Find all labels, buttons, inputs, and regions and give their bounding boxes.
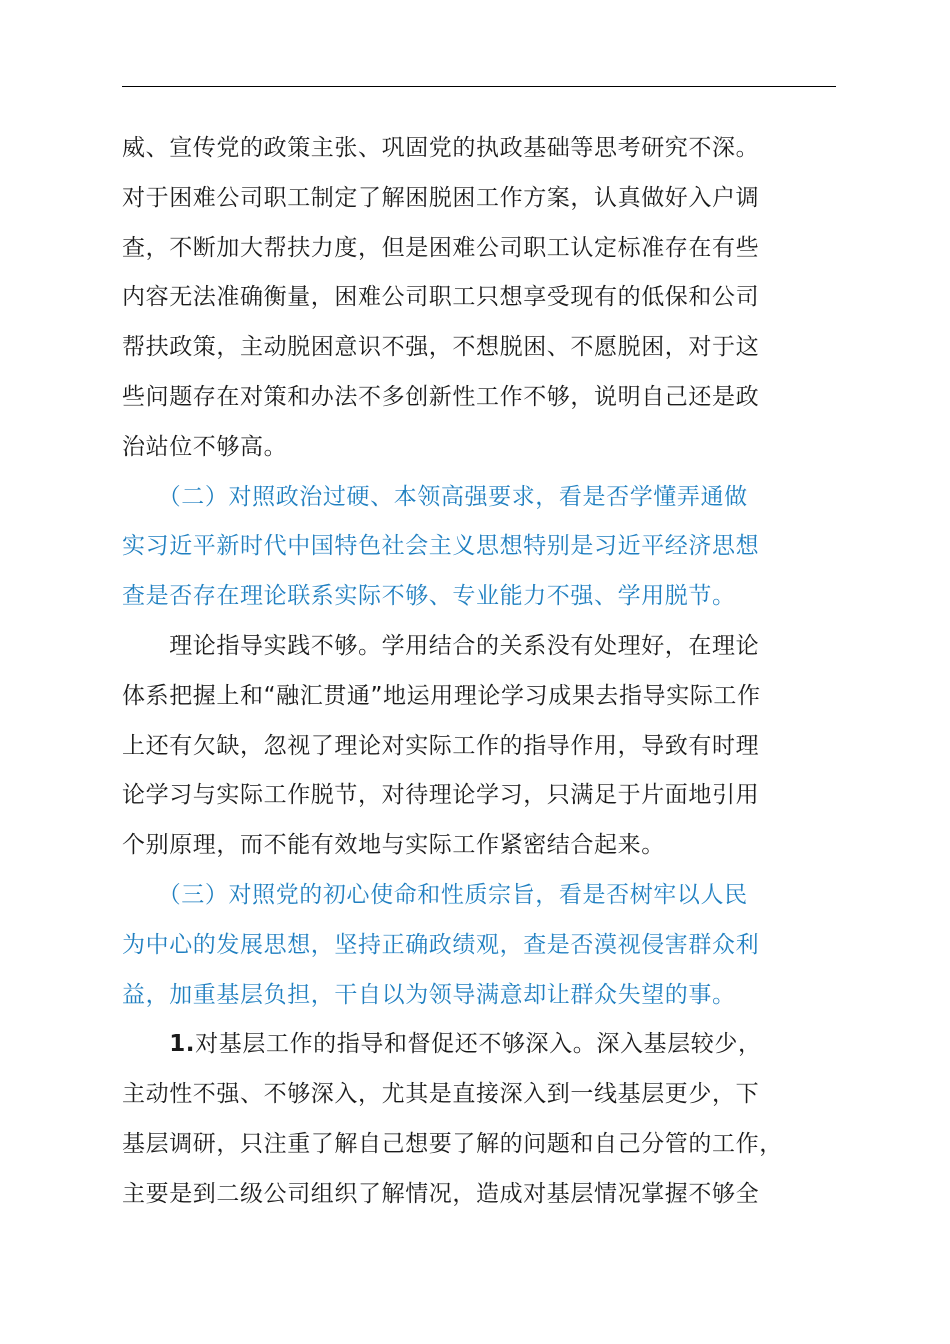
line: 查是否存在理论联系实际不够、专业能力不强、学用脱节。 (122, 583, 736, 610)
line: 为中心的发展思想，坚持正确政绩观，查是否漠视侵害群众利 (122, 931, 760, 958)
line: 理论指导实践不够。学用结合的关系没有处理好，在理论 (122, 632, 760, 659)
line: 对于困难公司职工制定了解困脱困工作方案，认真做好入户调 (122, 184, 760, 211)
header-rule (122, 86, 836, 87)
paragraph-grassroots-guidance (122, 1020, 838, 1219)
line: （三）对照党的初心使命和性质宗旨，看是否树牢以人民 (122, 881, 748, 908)
paragraph-political-stance (122, 124, 838, 473)
section-heading-2 (122, 473, 838, 622)
line: 实习近平新时代中国特色社会主义思想特别是习近平经济思想 (122, 533, 760, 560)
body-text (122, 124, 838, 1220)
section-heading-3 (122, 871, 838, 1020)
line: 基层调研，只注重了解自己想要了解的问题和自己分管的工作， (122, 1130, 783, 1157)
line: 些问题存在对策和办法不多创新性工作不够，说明自己还是政 (122, 383, 760, 410)
line: 个别原理，而不能有效地与实际工作紧密结合起来。 (122, 832, 665, 859)
line: 上还有欠缺，忽视了理论对实际工作的指导作用，导致有时理 (122, 732, 760, 759)
line: 内容无法准确衡量，困难公司职工只想享受现有的低保和公司 (122, 284, 760, 311)
line: 论学习与实际工作脱节，对待理论学习，只满足于片面地引用 (122, 782, 760, 809)
line: 主动性不强、不够深入，尤其是直接深入到一线基层更少，下 (122, 1081, 760, 1108)
paragraph-theory-practice (122, 622, 838, 871)
line: 主要是到二级公司组织了解情况，造成对基层情况掌握不够全 (122, 1180, 760, 1207)
line: 益，加重基层负担，干自以为领导满意却让群众失望的事。 (122, 981, 736, 1008)
line: 威、宣传党的政策主张、巩固党的执政基础等思考研究不深。 (122, 135, 760, 161)
line: 治站位不够高。 (122, 433, 288, 460)
line: 体系把握上和“融汇贯通”地运用理论学习成果去指导实际工作 (122, 682, 761, 709)
line: （二）对照政治过硬、本领高强要求，看是否学懂弄通做 (122, 483, 748, 510)
line: 帮扶政策，主动脱困意识不强，不想脱困、不愿脱困，对于这 (122, 334, 760, 361)
item-number: 1. (169, 1031, 196, 1058)
line: 对基层工作的指导和督促还不够深入。深入基层较少， (195, 1031, 762, 1058)
line: 查，不断加大帮扶力度，但是困难公司职工认定标准存在有些 (122, 234, 760, 261)
